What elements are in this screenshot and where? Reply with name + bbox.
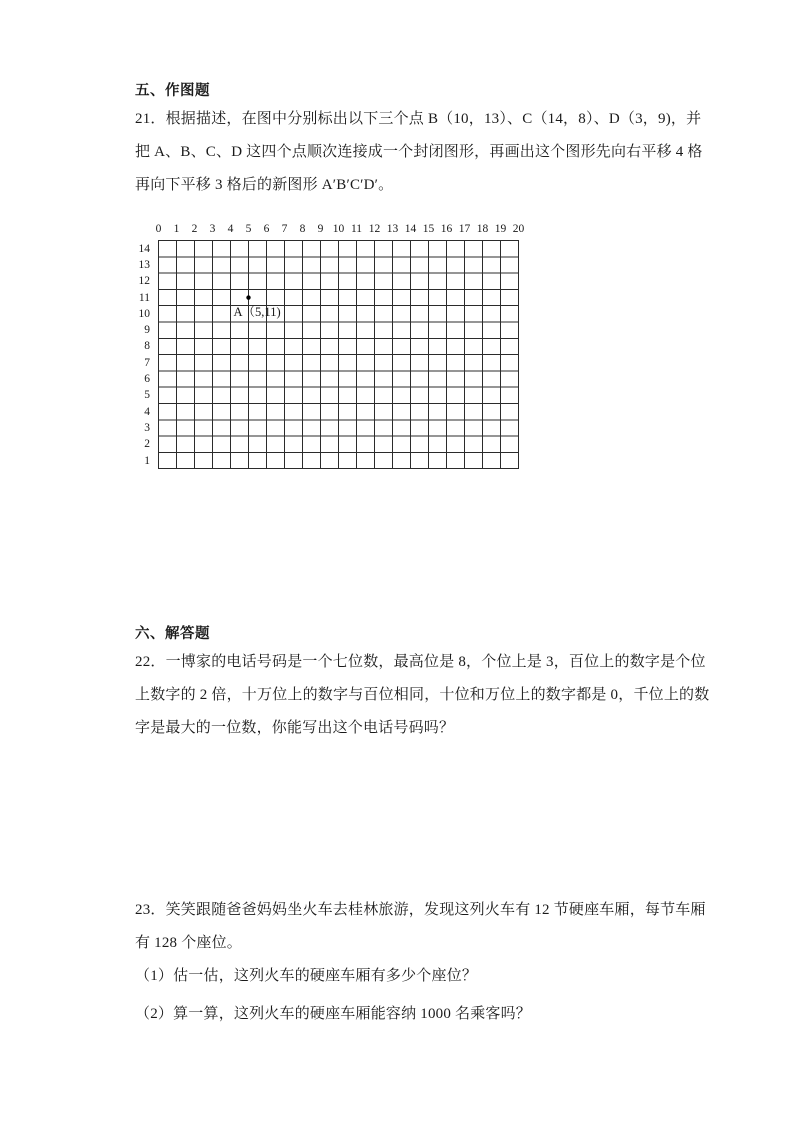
grid-x-labels	[155, 222, 525, 238]
question-23-line-2: 有 128 个座位。	[135, 935, 243, 951]
y-axis-label: 6	[144, 373, 150, 386]
x-axis-label: 6	[263, 223, 270, 235]
section-6-heading: 六、解答题	[135, 626, 210, 642]
x-axis-label: 13	[386, 223, 399, 235]
point-A-label: A（5,11)	[233, 304, 281, 319]
y-axis-label: 3	[144, 421, 150, 434]
x-axis-label: 0	[155, 223, 162, 235]
y-axis-label: 13	[138, 258, 150, 271]
x-axis-label: 8	[299, 223, 306, 235]
x-axis-label: 20	[512, 223, 525, 235]
x-axis-label: 7	[281, 223, 288, 235]
question-21	[135, 103, 703, 202]
x-axis-label: 11	[350, 223, 363, 235]
grid-y-labels	[135, 240, 154, 471]
x-axis-label: 10	[332, 223, 345, 235]
x-axis-label: 19	[494, 223, 507, 235]
x-axis-label: 2	[191, 223, 198, 235]
x-axis-label: 16	[440, 223, 453, 235]
x-axis-label: 1	[173, 223, 180, 235]
question-21-line-2: 把 A、B、C、D 这四个点顺次连接成一个封闭图形，再画出这个图形先向右平移 4 格	[135, 144, 703, 160]
question-23-sub-2: （2）算一算，这列火车的硬座车厢能容纳 1000 名乘客吗？	[135, 1006, 532, 1022]
y-axis-label: 4	[144, 405, 150, 418]
y-axis-label: 11	[138, 291, 150, 304]
point-A-dot	[246, 295, 250, 299]
coordinate-grid-figure	[135, 222, 555, 488]
x-axis-label: 18	[476, 223, 489, 235]
question-23-sub-1: （1）估一估，这列火车的硬座车厢有多少个座位？	[135, 968, 478, 984]
x-axis-label: 12	[368, 223, 381, 235]
y-axis-label: 2	[144, 438, 150, 451]
y-axis-label: 1	[144, 454, 150, 467]
y-axis-label: 9	[144, 324, 150, 337]
section-5-heading: 五、作图题	[135, 83, 210, 99]
x-axis-label: 17	[458, 223, 471, 235]
y-axis-label: 12	[138, 275, 150, 288]
grid-canvas	[158, 240, 520, 471]
x-axis-label: 4	[227, 223, 234, 235]
question-21-line-1: 21．根据描述，在图中分别标出以下三个点 B（10，13）、C（14，8）、D（3，9)，并	[135, 111, 702, 127]
question-22-line-3: 字是最大的一位数，你能写出这个电话号码吗？	[135, 720, 455, 736]
y-axis-label: 8	[144, 340, 150, 353]
question-23	[135, 894, 706, 1031]
x-axis-label: 15	[422, 223, 435, 235]
y-axis-label: 5	[144, 389, 150, 402]
x-axis-label: 14	[404, 223, 417, 235]
x-axis-label: 5	[245, 223, 252, 235]
question-22-line-1: 22．一博家的电话号码是一个七位数，最高位是 8，个位上是 3，百位上的数字是个位	[135, 654, 706, 670]
question-23-line-1: 23．笑笑跟随爸爸妈妈坐火车去桂林旅游，发现这列火车有 12 节硬座车厢，每节车厢	[135, 902, 706, 918]
x-axis-label: 3	[209, 223, 216, 235]
y-axis-label: 14	[138, 242, 150, 255]
x-axis-label: 9	[317, 223, 324, 235]
grid-lines	[158, 240, 519, 469]
question-21-line-3: 再向下平移 3 格后的新图形 A′B′C′D′。	[135, 177, 394, 193]
question-22-line-2: 上数字的 2 倍，十万位上的数字与百位相同，十位和万位上的数字都是 0，千位上的数	[135, 687, 710, 703]
question-22	[135, 646, 710, 745]
y-axis-label: 7	[144, 356, 150, 369]
y-axis-label: 10	[138, 307, 150, 320]
